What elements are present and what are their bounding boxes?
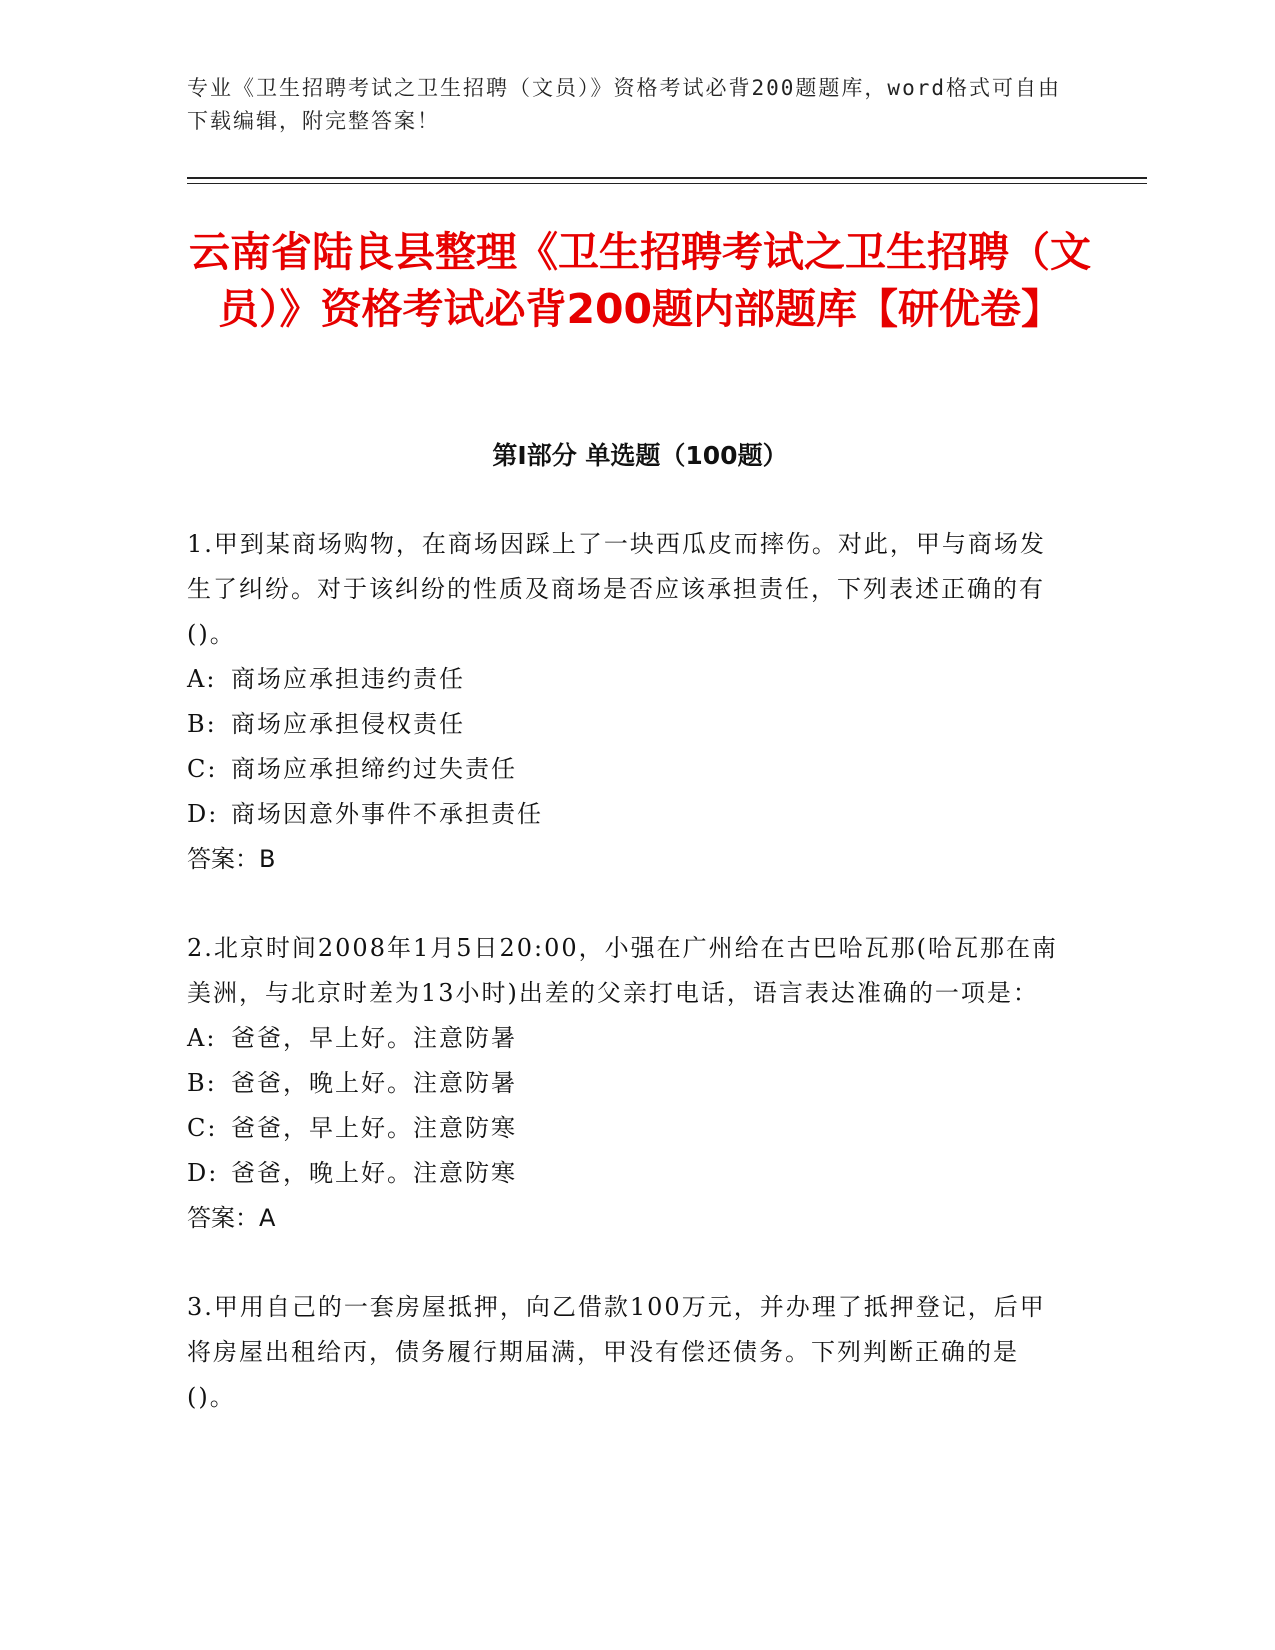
option-b xyxy=(187,1061,1067,1106)
option-letter: A: xyxy=(187,1024,217,1052)
option-a xyxy=(187,657,1067,702)
question-list xyxy=(187,522,1067,1464)
option-text: 爸爸，早上好。注意防寒 xyxy=(231,1114,517,1142)
header-divider-thick xyxy=(187,177,1147,179)
section-heading: 第I部分 单选题（100题） xyxy=(492,441,788,470)
question-stem: 3.甲用自己的一套房屋抵押，向乙借款100万元，并办理了抵押登记，后甲将房屋出租给丙，债务履行期届满，甲没有偿还债务。下列判断正确的是()。 xyxy=(187,1293,1046,1411)
document-title: 云南省陆良县整理《卫生招聘考试之卫生招聘（文员）》资格考试必背200题内部题库【研优卷】 xyxy=(189,228,1091,333)
option-text: 商场应承担侵权责任 xyxy=(231,710,465,738)
option-text: 商场因意外事件不承担责任 xyxy=(231,800,543,828)
option-letter: C: xyxy=(187,755,218,783)
option-letter: C: xyxy=(187,1114,218,1142)
option-letter: D: xyxy=(187,800,219,828)
answer-line: 答案：B xyxy=(187,845,276,873)
option-text: 爸爸，晚上好。注意防寒 xyxy=(231,1159,517,1187)
header-note: 专业《卫生招聘考试之卫生招聘（文员）》资格考试必背200题题库，word格式可自由下载编辑，附完整答案！ xyxy=(187,76,1061,133)
option-text: 商场应承担缔约过失责任 xyxy=(231,755,517,783)
question-stem: 2.北京时间2008年1月5日20:00，小强在广州给在古巴哈瓦那(哈瓦那在南美洲，与北京时差为13小时)出差的父亲打电话，语言表达准确的一项是： xyxy=(187,934,1059,1007)
question-1 xyxy=(187,522,1067,882)
option-text: 商场应承担违约责任 xyxy=(231,665,465,693)
option-c xyxy=(187,1106,1067,1151)
option-c xyxy=(187,747,1067,792)
option-d xyxy=(187,792,1067,837)
option-d xyxy=(187,1151,1067,1196)
option-letter: B: xyxy=(187,1069,217,1097)
question-stem: 1.甲到某商场购物，在商场因踩上了一块西瓜皮而摔伤。对此，甲与商场发生了纠纷。对于该纠纷的性质及商场是否应该承担责任，下列表述正确的有()。 xyxy=(187,530,1046,648)
option-letter: A: xyxy=(187,665,217,693)
header-divider-thin xyxy=(187,183,1147,184)
answer-line: 答案：A xyxy=(187,1204,276,1232)
option-a xyxy=(187,1016,1067,1061)
option-text: 爸爸，早上好。注意防暑 xyxy=(231,1024,517,1052)
option-letter: B: xyxy=(187,710,217,738)
option-b xyxy=(187,702,1067,747)
option-letter: D: xyxy=(187,1159,219,1187)
question-3 xyxy=(187,1285,1067,1420)
option-text: 爸爸，晚上好。注意防暑 xyxy=(231,1069,517,1097)
question-2 xyxy=(187,926,1067,1241)
